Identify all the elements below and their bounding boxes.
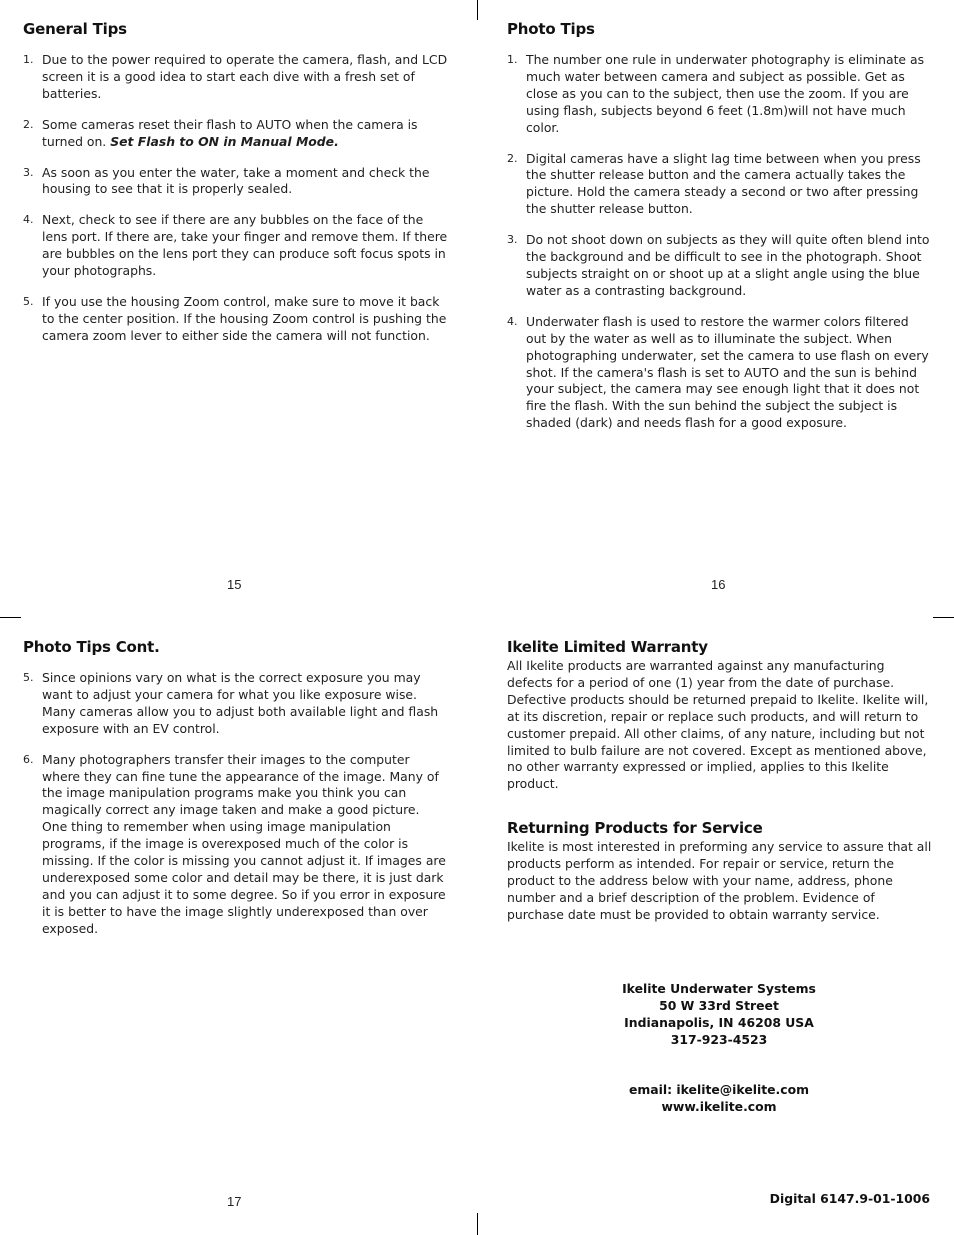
phone-number: 317-923-4523 [670,1032,768,1047]
page-16 [507,20,932,446]
page-17 [23,638,448,952]
crop-mark-left [0,617,21,618]
service-heading: Returning Products for Service [507,819,763,838]
page-number-17: 17 [227,1194,242,1209]
list-item: 2. Some cameras reset their flash to AUTO when the camera is turned on. Set Flash to ON in Manual Mode. [23,116,418,149]
photo-tips-heading: Photo Tips [507,20,595,38]
list-item: 2. Digital cameras have a slight lag time between when you press the shutter release button and the camera actually takes the picture. Hold the camera steady a second or two after pressing the shutter release button. [507,150,921,217]
list-item: 6. Many photographers transfer their images to the computer where they can fine tune the appearance of the image. Many of the image manipulation programs make you think you can magically correct any image taken and make a good picture. One thing to remember when using image manipulation programs, if the image is overexposed much of the color is missing. If the color is missing you cannot adjust it. If images are underexposed some color and detail may be there, it is just dark and you can adjust it to some degree. So if you error in exposure it is better to have the image slightly underexposed than over exposed. [23,751,446,936]
website-link[interactable]: www.ikelite.com [661,1099,777,1114]
crop-mark-bottom [477,1213,478,1235]
photo-tips-cont-heading: Photo Tips Cont. [23,638,160,656]
page-number-15: 15 [227,577,242,592]
crop-mark-top [477,0,478,20]
warranty-text: All Ikelite products are warranted against any manufacturing defects for a period of one (1) year from the date of purchase. Defective products should be returned prepaid to Ikelite. Ikelite will, at its discretion, repair or replace such products, and will return to customer prepaid. All other claims, of any nature, including but not limited to bulb failure are not covered. Except as mentioned above, no other warranty expressed or implied, applies to this Ikelite product. [507,658,929,792]
list-item: 3. As soon as you enter the water, take a moment and check the housing to see that it is properly sealed. [23,164,430,197]
list-item: 3. Do not shoot down on subjects as they will quite often blend into the background and be difficult to see in the photograph. Shoot subjects straight on or shoot up at a slight angle using the blue water as a contrasting background. [507,232,930,298]
list-item: 4. Next, check to see if there are any bubbles on the face of the lens port. If there are, take your finger and remove them. If there are bubbles on the lens port they can produce soft focus spots in your photographs. [23,212,448,279]
list-item: 5. Since opinions vary on what is the correct exposure you may want to adjust your camera for what you like exposure wise. Many cameras allow you to adjust both available light and flash exposure with an EV control. [23,670,439,736]
list-item: 5. If you use the housing Zoom control, make sure to move it back to the center position. If the housing Zoom control is pushing the camera zoom lever to either side the camera will not function. [23,293,447,343]
warranty-heading: Ikelite Limited Warranty [507,638,708,656]
list-item: 1. The number one rule in underwater photography is eliminate as much water between camera and subject as possible. Get as close as you can to the subject, then use the zoom. If you are using flash, subjects beyond 6 feet (1.8m)will not have much color. [507,52,925,135]
company-contact [560,1081,878,1115]
street-address: 50 W 33rd Street [659,998,779,1013]
crop-mark-right [933,617,954,618]
photo-tips-list [507,52,932,432]
company-address [560,980,878,1048]
photo-tips-cont-list [23,670,448,938]
city-address: Indianapolis, IN 46208 USA [624,1015,814,1030]
page-15 [23,20,448,359]
list-item: 4. Underwater flash is used to restore the warmer colors filtered out by the water as well as to illuminate the subject. When photographing underwater, set the camera to use flash on every shot. If the camera's flash is set to AUTO and the sun is behind your subject, the camera may see enough light that it does not fire the flash. With the sun behind the subject the subject is shaded (dark) and needs flash for a good exposure. [507,313,929,431]
page-number-16: 16 [711,577,726,592]
document-number: Digital 6147.9-01-1006 [769,1191,930,1206]
general-tips-list [23,52,448,345]
page-18 [507,638,932,924]
list-item: 1. Due to the power required to operate the camera, flash, and LCD screen it is a good idea to start each dive with a fresh set of batteries. [23,52,448,101]
service-text: Ikelite is most interested in preforming any service to assure that all products perform as intended. For repair or service, return the product to the address below with your name, address, phone number and a brief description of the problem. Evidence of purchase date must be provided to obtain warranty service. [507,839,932,922]
email-address[interactable]: email: ikelite@ikelite.com [628,1082,810,1097]
flash-emphasis: Set Flash to ON in Manual Mode. [110,133,339,149]
general-tips-heading: General Tips [23,20,127,38]
company-name: Ikelite Underwater Systems [622,981,816,996]
